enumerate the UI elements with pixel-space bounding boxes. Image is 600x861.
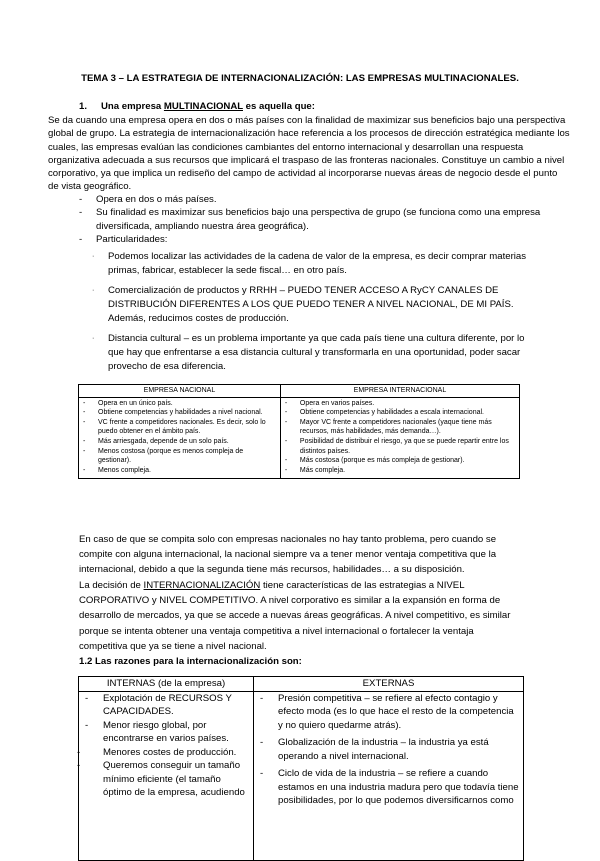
dash-bullet: - xyxy=(79,233,83,245)
list-item: - Presión competitiva – se refiere al efecto contagio y efecto moda (es lo que hace el resto de la competencia y no quiero quedarme atrás). xyxy=(260,692,514,731)
externas-cell xyxy=(254,691,524,860)
list-item: - Menos compleja. xyxy=(83,466,151,474)
table-header-row xyxy=(79,385,520,398)
list-item: - Menor riesgo global, por encontrarse en varios países. xyxy=(85,719,229,744)
table-row xyxy=(79,397,520,479)
table-row xyxy=(79,691,524,860)
competition-paragraph: En caso de que se compita solo con empresas nacionales no hay tanto problema, pero cuando se compite con alguna internacional, la nacional siempre va a tener menor ventaja competitiva que la internacional, debido a que la segunda tiene más recursos, habilidades… a su disposición. xyxy=(79,534,497,576)
intro-paragraph: Se da cuando una empresa opera en dos o más países con la finalidad de maximizar sus beneficios bajo una perspectiva global de grupo. La estrategia de internacionalización hace referencia a los procesos de dirección estratégica mediante los cuales, las empresas evalúan las condiciones cambiantes del entorno internacional y desarrollan una respuesta organizativa adecuada a sus recursos que implicará el traspaso de las fronteras nacionales. Constituye un cambio a nivel corporativo, ya que implica un rediseño del campo de actividad al incorporarse nuevas áreas de negocio desde el punto de vista geográfico. xyxy=(48,115,570,193)
list-item: - Obtiene competencias y habilidades a escala internacional. xyxy=(284,409,484,417)
list-item: - Explotación de RECURSOS Y CAPACIDADES. xyxy=(85,692,232,717)
document-title: TEMA 3 – LA ESTRATEGIA DE INTERNACIONALIZACIÓN: LAS EMPRESAS MULTINACIONALES. xyxy=(81,73,519,84)
dash-bullet: - xyxy=(79,207,83,219)
list-item: - VC frente a competidores nacionales. Es decir, solo lo puedo obtener en el ámbito país. xyxy=(83,418,266,436)
dot-bullet: · xyxy=(92,253,95,260)
list-item: - Más compleja. xyxy=(284,466,346,474)
list-item: - Globalización de la industria – la industria ya está operando a nivel internacional. xyxy=(260,737,489,762)
comparison-table xyxy=(78,384,520,479)
dot-bullet: · xyxy=(92,335,95,342)
list-item: - Posibilidad de distribuir el riesgo, ya que se puede repartir entre los distintos países. xyxy=(284,437,509,455)
list-item: - Particularidades: xyxy=(79,233,168,245)
list-item: - Más arriesgada, depende de un solo país. xyxy=(83,437,229,445)
heading-text-pre: Una empresa xyxy=(101,101,164,112)
internas-cell xyxy=(79,691,254,860)
list-item: - Menos costosa (porque es menos compleja de gestionar). xyxy=(83,447,244,465)
section-1-heading xyxy=(79,100,315,113)
list-item: - Obtiene competencias y habilidades a nivel nacional. xyxy=(83,409,263,417)
section-1-2-heading: 1.2 Las razones para la internacionalización son: xyxy=(79,656,302,667)
dot-bullet: · xyxy=(92,287,95,294)
list-item: - Opera en varios países. xyxy=(284,399,375,407)
table-header-row xyxy=(79,677,524,692)
list-item: - Más costosa (porque es más compleja de gestionar). xyxy=(284,457,465,465)
characteristics-list xyxy=(79,193,549,246)
list-item: - Opera en dos o más países. xyxy=(79,194,217,205)
heading-underlined-term: MULTINACIONAL xyxy=(163,101,243,112)
dash-bullet: - xyxy=(79,194,83,205)
sub-list-item: · Distancia cultural – es un problema importante ya que cada país tiene una cultura diferente, por lo que hay que enfrentarse a esa distancia cultural y transformarla en una oportunidad, poder sacar provecho de esa diferencia. xyxy=(92,333,525,372)
list-item: - Queremos conseguir un tamaño mínimo eficiente (el tamaño óptimo de la empresa, acudiendo xyxy=(77,760,245,798)
particularidades-list xyxy=(79,250,539,380)
sub-list-item: · Comercialización de productos y RRHH – PUEDO TENER ACCESO A RyCY CANALES DE DISTRIBUCIÓN DIFERENTES A LOS QUE PUEDO TENER A NIVEL NACIONAL, DE MI PAÍS. Además, reducimos costes de producción. xyxy=(92,285,514,324)
column-header: INTERNAS (de la empresa) xyxy=(79,677,254,692)
sub-list-item: · Podemos localizar las actividades de la cadena de valor de la empresa, es decir comprar materias primas, fabricar, establecer la sede fiscal… en otro país. xyxy=(92,251,527,276)
list-item: - Su finalidad es maximizar sus beneficios bajo una perspectiva de grupo (se funciona como una empresa diversificada, ampliando nuestra área geográfica). xyxy=(79,207,541,232)
internacional-cell xyxy=(280,397,519,479)
list-item: - Opera en un único país. xyxy=(83,399,173,407)
section-number: 1. xyxy=(79,101,88,112)
list-item: - Mayor VC frente a competidores nacionales (yaque tiene más recursos, más habilidades, más demanda…). xyxy=(284,418,492,436)
list-item: - Ciclo de vida de la industria – se refiere a cuando estamos en una industria madura pero que todavía tiene posibilidades, por lo que podemos diversificarnos como xyxy=(260,768,519,806)
column-header: EMPRESA NACIONAL xyxy=(79,385,281,398)
nacional-cell xyxy=(79,397,281,479)
reasons-table xyxy=(78,676,524,861)
internationalization-paragraph: La decisión de INTERNACIONALIZACIÓN tiene características de las estrategias a NIVEL CORPORATIVO y NIVEL COMPETITIVO. A nivel corporativo es similar a la expansión en forma de desarrollo de mercados, ya que se accede a nuevas áreas geográficas. A nivel competitivo, es similar porque se intenta obtener una ventaja competitiva a nivel internacional o fortalecer la ventaja competitiva que ya se tiene a nivel nacional. xyxy=(79,580,511,652)
heading-text-post: es aquella que: xyxy=(242,101,315,112)
column-header: EXTERNAS xyxy=(254,677,524,692)
column-header: EMPRESA INTERNACIONAL xyxy=(280,385,519,398)
list-item: - Menores costes de producción. xyxy=(77,746,237,758)
underlined-term: INTERNACIONALIZACIÓN xyxy=(143,580,261,591)
